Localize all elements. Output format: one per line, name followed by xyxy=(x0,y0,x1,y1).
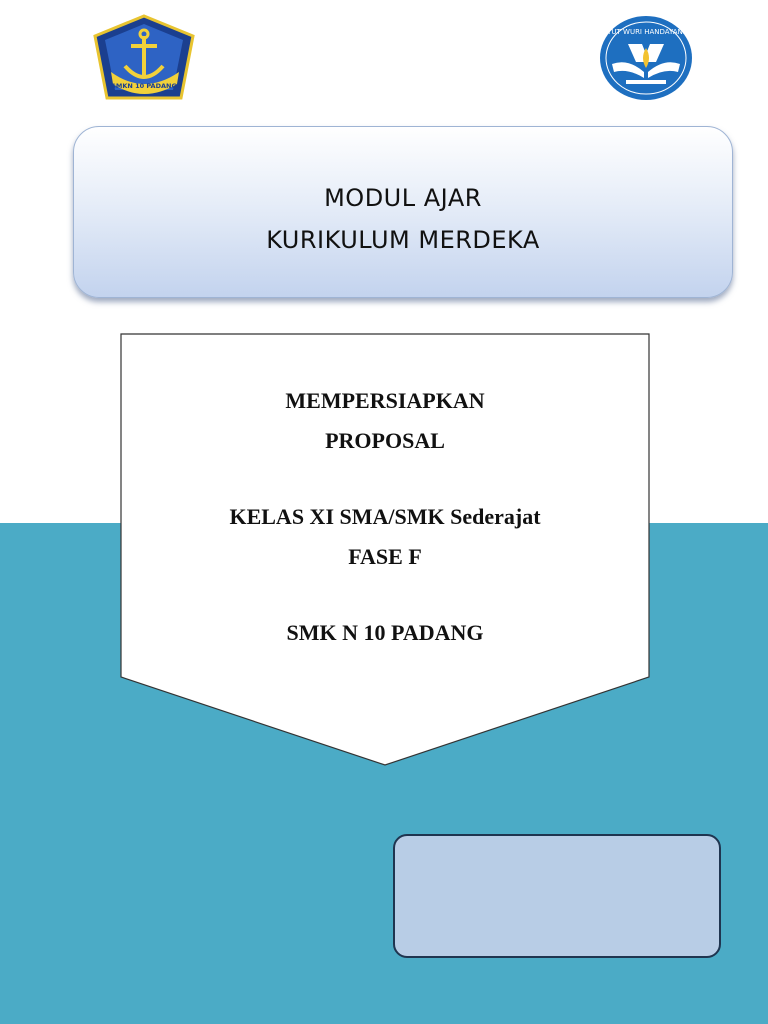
svg-text:TUT WURI HANDAYANI: TUT WURI HANDAYANI xyxy=(607,28,685,36)
class-label: KELAS XI SMA/SMK Sederajat xyxy=(229,504,541,529)
school-name: SMK N 10 PADANG xyxy=(286,620,484,645)
topic-line-1: MEMPERSIAPKAN xyxy=(285,388,485,413)
module-title-line-1: MODUL AJAR xyxy=(324,184,482,212)
phase-label: FASE F xyxy=(348,544,422,569)
tut-wuri-handayani-emblem-icon xyxy=(598,14,694,102)
topic-line-2: PROPOSAL xyxy=(325,428,445,453)
school-anchor-emblem-icon xyxy=(93,14,196,100)
cover-info-text xyxy=(120,333,650,653)
module-title-line-2: KURIKULUM MERDEKA xyxy=(266,226,540,254)
svg-text:SMKN 10 PADANG: SMKN 10 PADANG xyxy=(111,82,177,90)
author-info-box xyxy=(393,834,721,958)
module-title-box xyxy=(73,126,733,298)
